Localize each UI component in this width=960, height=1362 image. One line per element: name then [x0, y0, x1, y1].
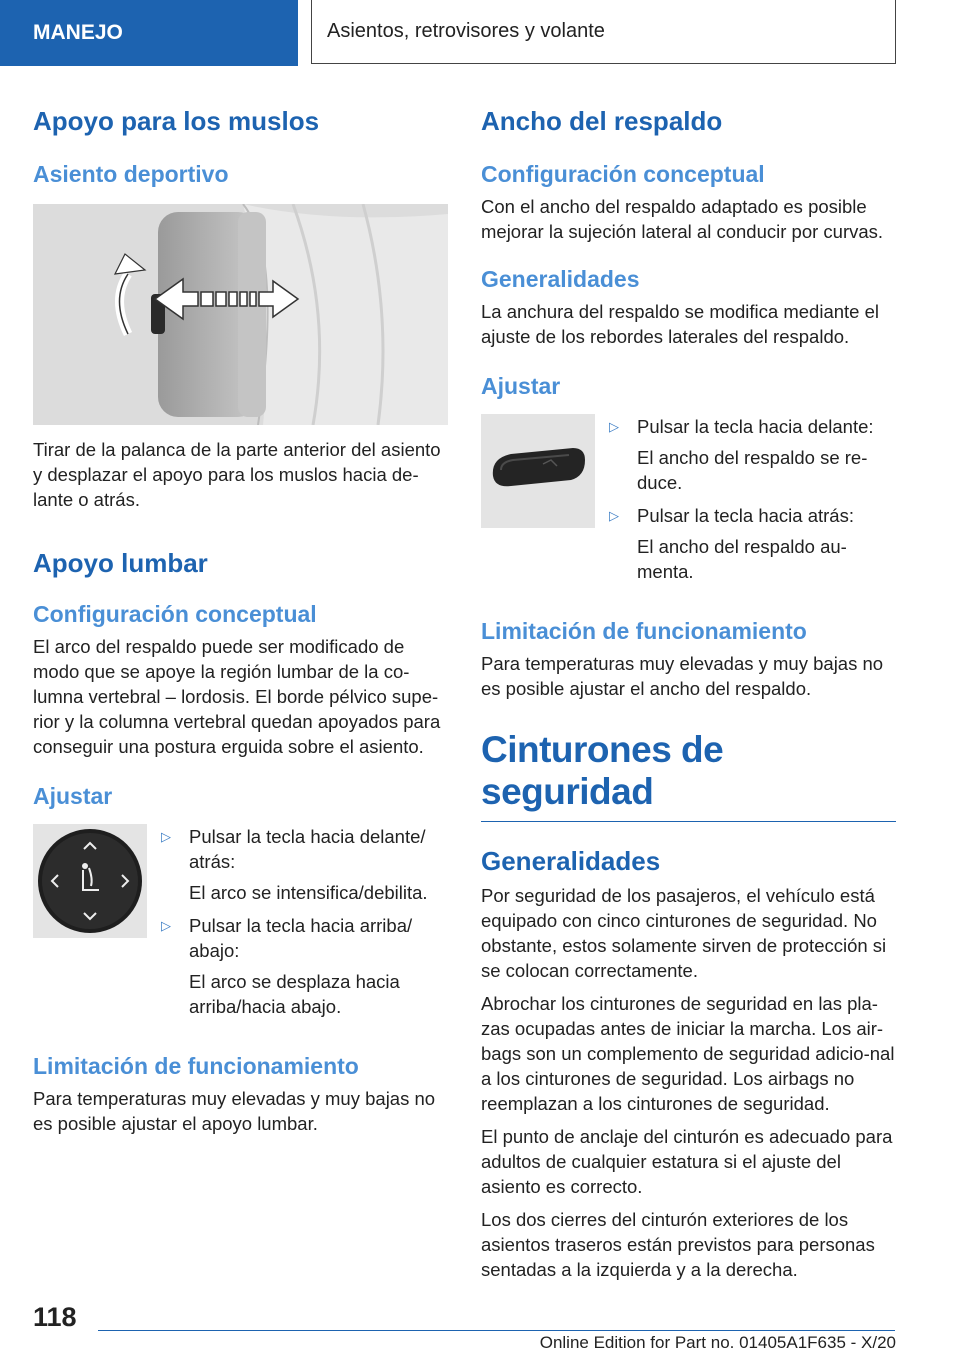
belts-paragraph-2: Abrochar los cinturones de seguridad en las pla-zas ocupadas antes de iniciar la marcha. Los air-bags son un complemento de seguridad adicio-nal a los cinturones de seguridad. Los airbags no reemplazan a los cinturones de seguridad. [481, 993, 895, 1114]
belts-paragraph-4: Los dos cierres del cinturón exteriores de los asientos traseros están previstos para personas sentadas a la izquierda y a la derecha. [481, 1209, 875, 1280]
section-tab[interactable]: Asientos, retrovisores y volante [311, 0, 896, 64]
width-adjust-heading: Ajustar [481, 373, 561, 399]
page-number: 118 [33, 1302, 77, 1332]
triangle-bullet-icon: ▷ [161, 918, 171, 933]
lumbar-limit-heading: Limitación de funcionamiento [33, 1053, 359, 1079]
lumbar-concept-heading: Configuración conceptual [33, 601, 317, 627]
lumbar-concept-text: El arco del respaldo puede ser modificado de modo que se apoye la región lumbar de la co-lumna vertebral – lordosis. El borde pélvico supe-rior y la columna vertebral quedan apoyados para conseguir una postura erguida sobre el asiento. [33, 636, 441, 757]
left-column [33, 100, 448, 1136]
width-switch-icon [481, 414, 595, 528]
lumbar-adjust-heading: Ajustar [33, 783, 113, 809]
width-concept-text: Con el ancho del respaldo adaptado es posible mejorar la sujeción lateral al conducir por curvas. [481, 196, 884, 242]
triangle-bullet-icon: ▷ [609, 508, 619, 523]
sport-seat-heading: Asiento deportivo [33, 161, 229, 187]
thigh-support-image [33, 204, 448, 425]
lumbar-heading: Apoyo lumbar [33, 548, 208, 578]
width-bullet-list [609, 414, 896, 584]
width-limit-heading: Limitación de funcionamiento [481, 618, 807, 644]
list-item: ▷ Pulsar la tecla hacia atrás: El ancho del respaldo au-menta. [609, 505, 854, 582]
footer-rule [98, 1330, 895, 1331]
triangle-bullet-icon: ▷ [161, 829, 171, 844]
list-item: ▷ Pulsar la tecla hacia delante/ atrás: El arco se intensifica/debilita. [161, 826, 428, 903]
thigh-support-text: Tirar de la palanca de la parte anterior del asiento y desplazar el apoyo para los muslos hacia de-lante o atrás. [33, 439, 441, 510]
right-column [481, 100, 896, 1282]
width-adjust-block [481, 414, 896, 584]
footer-edition: Online Edition for Part no. 01405A1F635 - X/20 [539, 1333, 896, 1352]
lumbar-bullet-list [161, 824, 448, 1019]
backrest-width-heading: Ancho del respaldo [481, 106, 723, 136]
heading-rule [481, 821, 896, 822]
lumbar-switch-icon [33, 824, 147, 938]
lumbar-switch-image [33, 824, 147, 938]
list-item: ▷ Pulsar la tecla hacia delante: El ancho del respaldo se re-duce. [609, 416, 874, 493]
chapter-tab[interactable]: MANEJO [0, 0, 298, 66]
triangle-bullet-icon: ▷ [609, 419, 619, 434]
width-concept-heading: Configuración conceptual [481, 161, 765, 187]
belts-paragraph-3: El punto de anclaje del cinturón es adecuado para adultos de cualquier estatura si el ajuste del asiento es correcto. [481, 1126, 893, 1197]
seat-illustration [33, 204, 448, 425]
thigh-support-heading: Apoyo para los muslos [33, 106, 320, 136]
lumbar-limit-text: Para temperaturas muy elevadas y muy bajas no es posible ajustar el apoyo lumbar. [33, 1088, 436, 1134]
list-item: ▷ Pulsar la tecla hacia arriba/ abajo: El arco se desplaza hacia arriba/hacia abajo. [161, 915, 413, 1017]
width-general-text: La anchura del respaldo se modifica mediante el ajuste de los rebordes laterales del respaldo. [481, 301, 879, 347]
belts-paragraph-1: Por seguridad de los pasajeros, el vehículo está equipado con cinco cinturones de seguridad. No obstante, estos solamente sirven de protección si se colocan correctamente. [481, 885, 887, 981]
lumbar-adjust-block [33, 824, 448, 1019]
width-general-heading: Generalidades [481, 266, 640, 292]
width-switch-image [481, 414, 595, 528]
width-limit-text: Para temperaturas muy elevadas y muy bajas no es posible ajustar el ancho del respaldo. [481, 653, 884, 699]
belts-general-heading: Generalidades [481, 846, 661, 876]
seat-belts-heading: Cinturones de seguridad [481, 729, 724, 812]
